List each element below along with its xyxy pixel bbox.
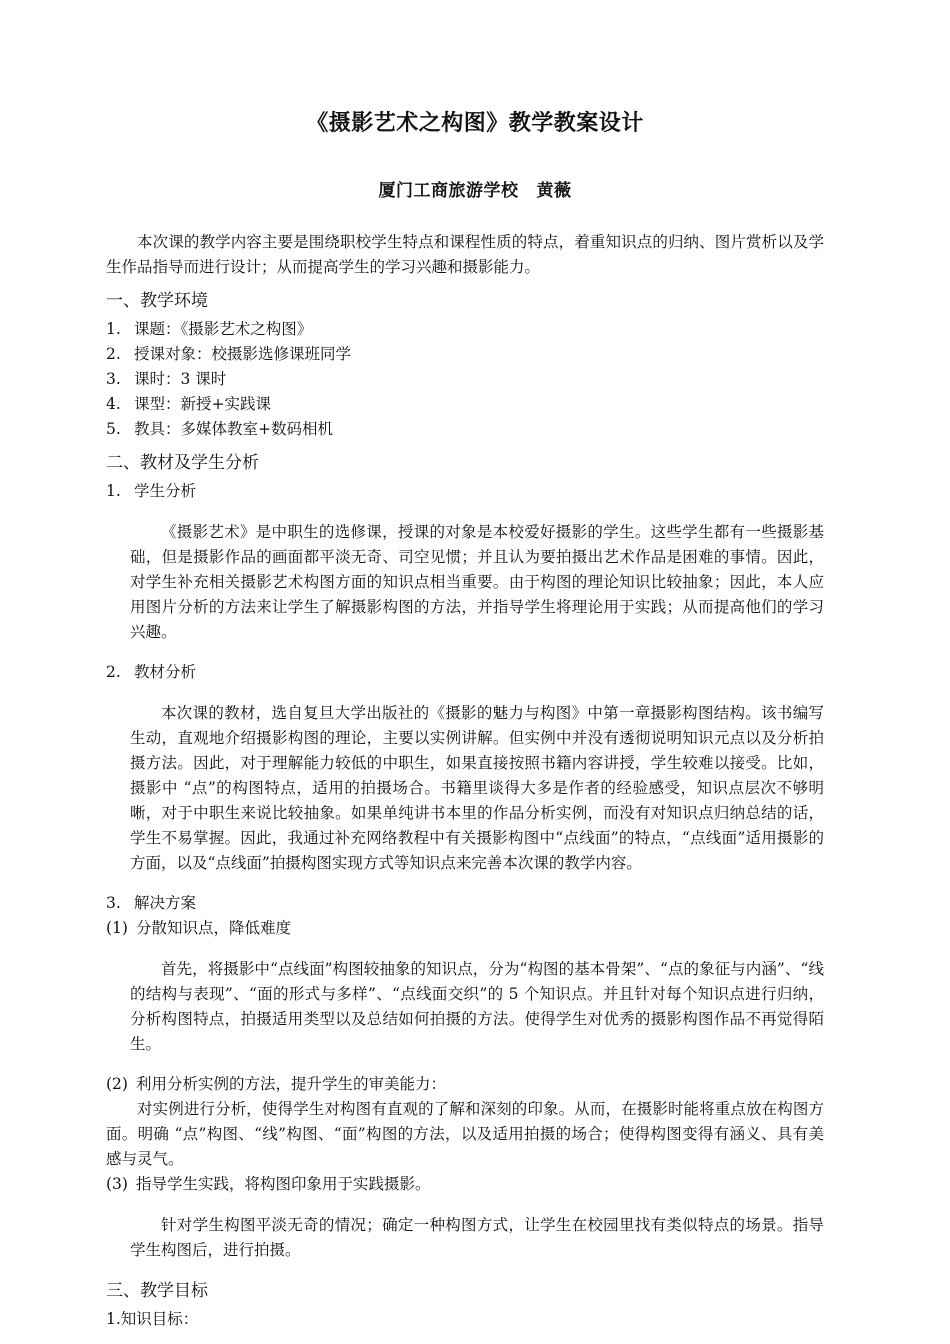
document-body — [106, 230, 824, 1332]
section-heading-environment: 一、教学环境 — [106, 291, 208, 311]
solution-point-1: (1) 分散知识点，降低难度 — [106, 919, 292, 937]
objective-item-knowledge: 1.知识目标： — [106, 1310, 199, 1328]
author-line — [0, 176, 950, 201]
subsection-solution: 3. 解决方案 — [106, 894, 197, 912]
student-analysis-paragraph: 《摄影艺术》是中职生的选修课，授课的对象是本校爱好摄影的学生。这些学生都有一些摄影基础，但是摄影作品的画面都平淡无奇、司空见惯；并且认为要拍摄出艺术作品是困难的事情。因此，对学生补充相关摄影艺术构图方面的知识点相当重要。由于构图的理论知识比较抽象；因此，本人应用图片分析的方法来让学生了解摄影构图的方法，并指导学生将理论用于实践；从而提高他们的学习兴趣。 — [130, 522, 824, 641]
solution-point-1-text: 首先，将摄影中“点线面”构图较抽象的知识点，分为“构图的基本骨架”、“点的象征与内涵”、“线的结构与表现”、“面的形式与多样”、“点线面交织”的 5 个知识点。并且针对每个知识点进行归纳，分析构图特点，拍摄适用类型以及总结如何拍摄的方法。使得学生对优秀的摄影构图作品不再觉得陌生。 — [130, 959, 824, 1053]
subsection-student-analysis: 1. 学生分析 — [106, 482, 197, 500]
solution-point-2: (2) 利用分析实例的方法，提升学生的审美能力： — [106, 1075, 447, 1093]
list-item: 4. 课型：新授+实践课 — [106, 395, 271, 413]
solution-point-2-text: 对实例进行分析，使得学生对构图有直观的了解和深刻的印象。从而，在摄影时能将重点放在构图方面。明确 “点”构图、“线”构图、“面”构图的方法，以及适用拍摄的场合；使得构图变得有涵义、具有美感与灵气。 — [106, 1100, 824, 1168]
section-heading-objectives: 三、教学目标 — [106, 1281, 208, 1301]
intro-paragraph: 本次课的教学内容主要是围绕职校学生特点和课程性质的特点，着重知识点的归纳、图片赏析以及学生作品指导而进行设计；从而提高学生的学习兴趣和摄影能力。 — [106, 233, 824, 276]
solution-point-3-text: 针对学生构图平淡无奇的情况；确定一种构图方式，让学生在校园里找有类似特点的场景。指导学生构图后，进行拍摄。 — [130, 1215, 824, 1259]
list-item: 3. 课时：3 课时 — [106, 370, 227, 388]
material-analysis-paragraph: 本次课的教材，选自复旦大学出版社的《摄影的魅力与构图》中第一章摄影构图结构。该书编写生动，直观地介绍摄影构图的理论，主要以实例讲解。但实例中并没有透彻说明知识元点以及分析拍摄方法。因此，对于理解能力较低的中职生，如果直接按照书籍内容讲授，学生较难以接受。比如，摄影中 “点”的构图特点，适用的拍摄场合。书籍里谈得大多是作者的经验感受，知识点层次不够明晰，对于中职生来说比较抽象。如果单纯讲书本里的作品分析实例，而没有对知识点归纳总结的话，学生不易掌握。因此，我通过补充网络教程中有关摄影构图中“点线面”的特点，“点线面”适用摄影的方面，以及“点线面”拍摄构图实现方式等知识点来完善本次课的教学内容。 — [130, 703, 824, 872]
list-item: 5. 教具：多媒体教室+数码相机 — [106, 420, 333, 438]
author-name: 黄薇 — [536, 181, 572, 201]
document-title: 《摄影艺术之构图》教学教案设计 — [306, 111, 644, 136]
solution-point-3: (3) 指导学生实践，将构图印象用于实践摄影。 — [106, 1175, 431, 1193]
subsection-material-analysis: 2. 教材分析 — [106, 663, 197, 681]
list-item: 1. 课题：《摄影艺术之构图》 — [106, 320, 313, 338]
section-heading-analysis: 二、教材及学生分析 — [106, 453, 259, 473]
author-school: 厦门工商旅游学校 — [378, 181, 519, 201]
list-item: 2. 授课对象：校摄影选修课班同学 — [106, 345, 352, 363]
